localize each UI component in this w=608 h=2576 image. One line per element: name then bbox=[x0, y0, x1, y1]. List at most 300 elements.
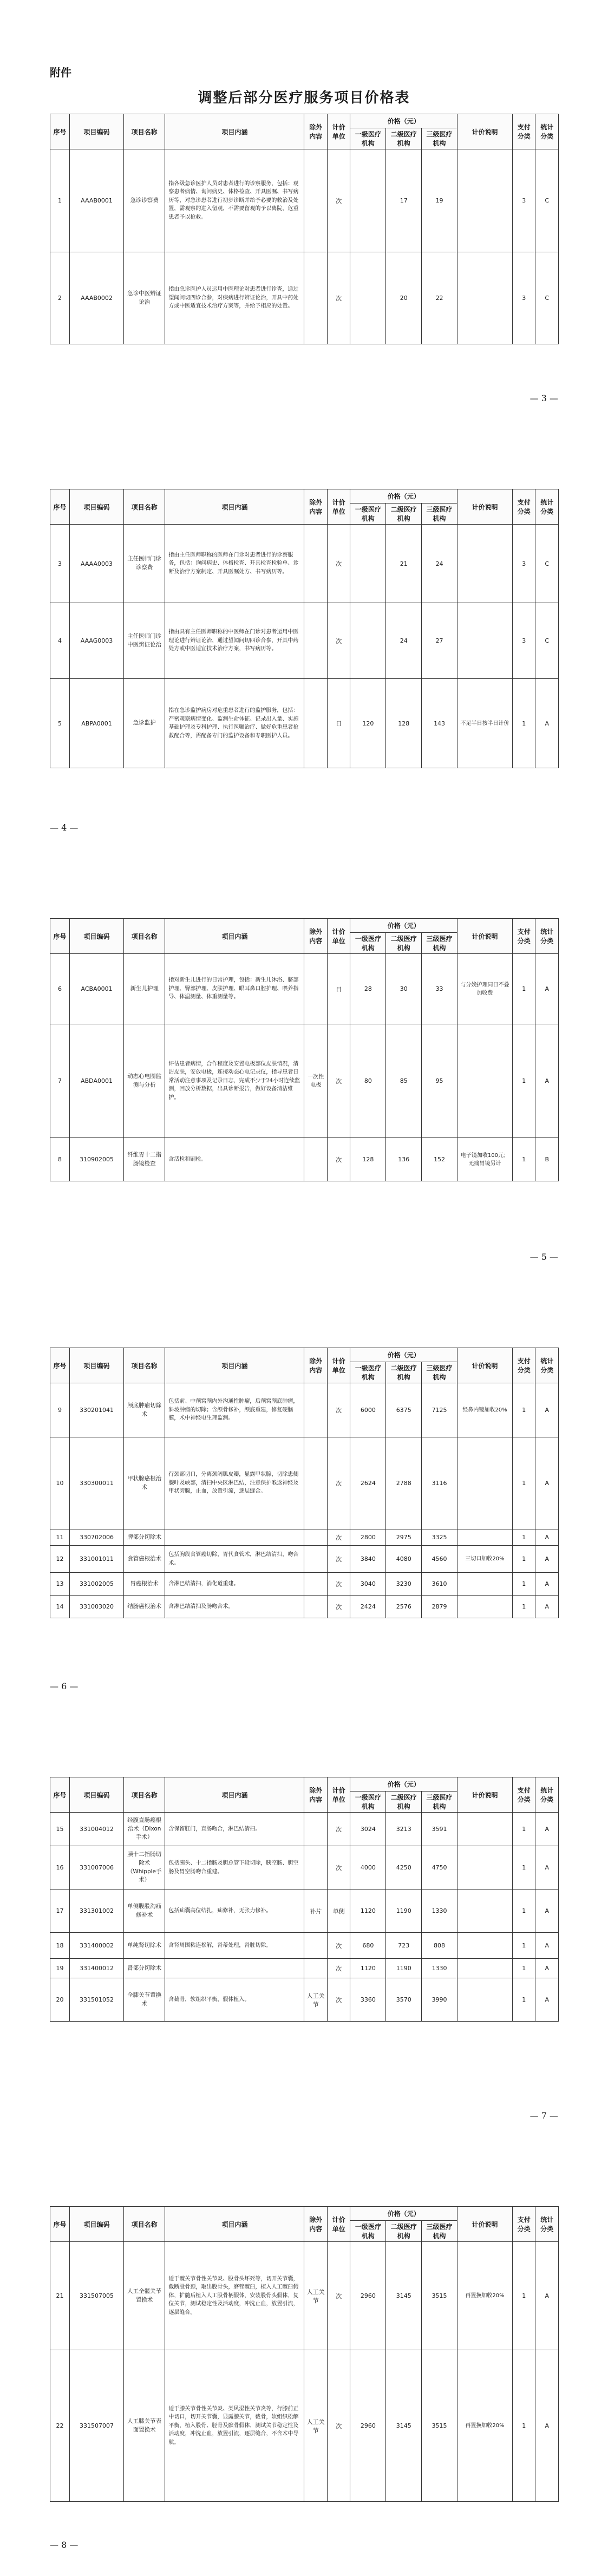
cell-unit: 次 bbox=[327, 1978, 350, 2022]
cell-content: 含活检和刷检。 bbox=[165, 1138, 304, 1181]
cell-code: 331007006 bbox=[70, 1846, 124, 1889]
cell-notes bbox=[457, 1978, 513, 2022]
cell-level2: 2576 bbox=[386, 1596, 422, 1618]
cell-stat: A bbox=[535, 1933, 559, 1959]
cell-unit: 次 bbox=[327, 525, 350, 603]
cell-level1: 2424 bbox=[350, 1596, 386, 1618]
cell-unit: 次 bbox=[327, 1138, 350, 1181]
cell-content: 指在急诊监护病房对危重患者进行的监护服务，包括：严密观察病情变化、监测生命体征、记录出入量、实施基础护理及专科护理、执行医嘱治疗、做好危重患者抢救配合等，需配备专门的监护设备和专职医护人员。 bbox=[165, 679, 304, 768]
header-excluded: 除外内容 bbox=[304, 919, 327, 954]
header-seq: 序号 bbox=[50, 114, 70, 149]
cell-code: AAAB0001 bbox=[70, 149, 124, 252]
cell-unit: 次 bbox=[327, 1437, 350, 1529]
cell-payment: 1 bbox=[512, 1437, 535, 1529]
header-excluded: 除外内容 bbox=[304, 1777, 327, 1813]
header-level2: 二级医疗机构 bbox=[386, 2221, 422, 2242]
cell-level3: 4560 bbox=[422, 1546, 457, 1573]
cell-content: 指由具有主任医师职称的中医师在门诊对患者运用中医理论进行辨证论治，通过望闻问切四诊合参，开具中药处方或中医适宜技术治疗方案，书写病历等。 bbox=[165, 603, 304, 679]
cell-notes bbox=[457, 603, 513, 679]
header-level3: 三级医疗机构 bbox=[422, 2221, 457, 2242]
cell-name: 单纯肾切除术 bbox=[123, 1933, 165, 1959]
cell-unit: 次 bbox=[327, 2350, 350, 2502]
cell-name: 甲状腺癌根治术 bbox=[123, 1437, 165, 1529]
cell-payment: 1 bbox=[512, 1383, 535, 1437]
table-row bbox=[50, 1846, 559, 1889]
header-level1: 一级医疗机构 bbox=[350, 1362, 386, 1383]
cell-seq: 17 bbox=[50, 1889, 70, 1933]
cell-unit: 次 bbox=[327, 1573, 350, 1596]
price-table bbox=[50, 918, 559, 1181]
cell-notes bbox=[457, 1573, 513, 1596]
document-page bbox=[0, 1717, 608, 2147]
header-stat: 统计分类 bbox=[535, 1348, 559, 1383]
cell-unit: 日 bbox=[327, 954, 350, 1024]
header-content: 项目内涵 bbox=[165, 1348, 304, 1383]
cell-name: 急诊诊察费 bbox=[123, 149, 165, 252]
cell-stat: A bbox=[535, 1596, 559, 1618]
page-number: — 5 — bbox=[529, 1252, 558, 1262]
cell-seq: 19 bbox=[50, 1959, 70, 1978]
table-row bbox=[50, 2350, 559, 2502]
header-payment: 支付分类 bbox=[512, 114, 535, 149]
cell-level2: 17 bbox=[386, 149, 422, 252]
cell-excluded bbox=[304, 1813, 327, 1846]
header-excluded: 除外内容 bbox=[304, 489, 327, 525]
cell-unit: 次 bbox=[327, 1959, 350, 1978]
cell-code: 331002005 bbox=[70, 1573, 124, 1596]
header-name: 项目名称 bbox=[123, 489, 165, 525]
cell-level3: 808 bbox=[422, 1933, 457, 1959]
header-code: 项目编码 bbox=[70, 919, 124, 954]
cell-payment: 1 bbox=[512, 1889, 535, 1933]
cell-seq: 7 bbox=[50, 1024, 70, 1138]
cell-level2: 3145 bbox=[386, 2242, 422, 2350]
cell-unit: 次 bbox=[327, 2242, 350, 2350]
cell-code: 331507005 bbox=[70, 2242, 124, 2350]
header-content: 项目内涵 bbox=[165, 2207, 304, 2242]
header-price: 价格（元） bbox=[350, 919, 457, 933]
cell-excluded bbox=[304, 149, 327, 252]
cell-seq: 12 bbox=[50, 1546, 70, 1573]
cell-level1: 28 bbox=[350, 954, 386, 1024]
cell-payment: 1 bbox=[512, 1596, 535, 1618]
cell-level1: 2960 bbox=[350, 2350, 386, 2502]
table-row bbox=[50, 954, 559, 1024]
cell-level2: 6375 bbox=[386, 1383, 422, 1437]
header-name: 项目名称 bbox=[123, 919, 165, 954]
cell-code: ACBA0001 bbox=[70, 954, 124, 1024]
cell-notes bbox=[457, 1933, 513, 1959]
cell-stat: C bbox=[535, 252, 559, 344]
cell-stat: A bbox=[535, 1546, 559, 1573]
table-row bbox=[50, 525, 559, 603]
cell-level2: 3570 bbox=[386, 1978, 422, 2022]
cell-name: 颅底肿瘤切除术 bbox=[123, 1383, 165, 1437]
cell-level1: 1120 bbox=[350, 1889, 386, 1933]
cell-level2: 128 bbox=[386, 679, 422, 768]
cell-level1: 680 bbox=[350, 1933, 386, 1959]
cell-name: 脾部分切除术 bbox=[123, 1529, 165, 1546]
header-price: 价格（元） bbox=[350, 1777, 457, 1792]
cell-content: 含保留肛门，直肠吻合，淋巴结清扫。 bbox=[165, 1813, 304, 1846]
header-name: 项目名称 bbox=[123, 1348, 165, 1383]
header-notes: 计价说明 bbox=[457, 919, 513, 954]
header-seq: 序号 bbox=[50, 1777, 70, 1813]
cell-unit: 次 bbox=[327, 1846, 350, 1889]
cell-seq: 8 bbox=[50, 1138, 70, 1181]
cell-content: 含淋巴结清扫及肠吻合术。 bbox=[165, 1596, 304, 1618]
cell-seq: 10 bbox=[50, 1437, 70, 1529]
header-payment: 支付分类 bbox=[512, 1777, 535, 1813]
cell-level1: 2624 bbox=[350, 1437, 386, 1529]
cell-seq: 11 bbox=[50, 1529, 70, 1546]
table-row bbox=[50, 1573, 559, 1596]
cell-content: 指对新生儿进行的日常护理，包括：新生儿沐浴、脐部护理、臀部护理、皮肤护理、眼耳鼻口腔护理、喂养指导、体温测量、体重测量等。 bbox=[165, 954, 304, 1024]
cell-name: 全膝关节置换术 bbox=[123, 1978, 165, 2022]
header-unit: 计价单位 bbox=[327, 114, 350, 149]
header-unit: 计价单位 bbox=[327, 1348, 350, 1383]
table-row bbox=[50, 1596, 559, 1618]
cell-payment: 1 bbox=[512, 1546, 535, 1573]
cell-content bbox=[165, 1529, 304, 1546]
cell-payment: 1 bbox=[512, 1529, 535, 1546]
cell-level3: 4750 bbox=[422, 1846, 457, 1889]
cell-seq: 15 bbox=[50, 1813, 70, 1846]
cell-content bbox=[165, 1959, 304, 1978]
cell-payment: 3 bbox=[512, 525, 535, 603]
cell-notes bbox=[457, 1437, 513, 1529]
cell-seq: 4 bbox=[50, 603, 70, 679]
cell-seq: 2 bbox=[50, 252, 70, 344]
cell-stat: A bbox=[535, 2350, 559, 2502]
cell-seq: 20 bbox=[50, 1978, 70, 2022]
header-code: 项目编码 bbox=[70, 1348, 124, 1383]
cell-level3: 27 bbox=[422, 603, 457, 679]
cell-level3: 1330 bbox=[422, 1889, 457, 1933]
cell-code: 331301002 bbox=[70, 1889, 124, 1933]
cell-content: 适于膝关节骨性关节炎、类风湿性关节炎等，行膝前正中切口，切开关节囊，显露膝关节，截骨，软组织松解平衡，植入股骨、胫骨及髌骨假体，测试关节稳定性及活动度，冲洗止血，放置引流，逐层缝合，不含术中导航。 bbox=[165, 2350, 304, 2502]
cell-payment: 1 bbox=[512, 2350, 535, 2502]
header-level1: 一级医疗机构 bbox=[350, 1792, 386, 1813]
cell-content: 指由急诊医护人员运用中医理论对患者进行诊查，通过望闻问切四诊合参，对疾病进行辨证论治，开具中药处方或中医适宜技术治疗方案等，并给予相应的处置。 bbox=[165, 252, 304, 344]
cell-level1 bbox=[350, 252, 386, 344]
cell-stat: A bbox=[535, 1978, 559, 2022]
header-level2: 二级医疗机构 bbox=[386, 128, 422, 149]
cell-name: 食管癌根治术 bbox=[123, 1546, 165, 1573]
cell-excluded: 一次性电极 bbox=[304, 1024, 327, 1138]
cell-name: 经腹直肠癌根治术（Dixon手术） bbox=[123, 1813, 165, 1846]
cell-stat: A bbox=[535, 1529, 559, 1546]
cell-notes: 三切口加收20% bbox=[457, 1546, 513, 1573]
header-content: 项目内涵 bbox=[165, 114, 304, 149]
cell-notes: 电子镜加收100元；无痛胃镜另计 bbox=[457, 1138, 513, 1181]
cell-content: 含肾周围粘连松解，肾蒂处理，肾脏切除。 bbox=[165, 1933, 304, 1959]
header-price: 价格（元） bbox=[350, 489, 457, 504]
cell-code: 331507007 bbox=[70, 2350, 124, 2502]
cell-stat: A bbox=[535, 1959, 559, 1978]
cell-level1: 3024 bbox=[350, 1813, 386, 1846]
cell-level2: 4250 bbox=[386, 1846, 422, 1889]
document-title: 调整后部分医疗服务项目价格表 bbox=[198, 90, 410, 106]
cell-name: 急诊监护 bbox=[123, 679, 165, 768]
table-row bbox=[50, 2242, 559, 2350]
header-excluded: 除外内容 bbox=[304, 114, 327, 149]
header-code: 项目编码 bbox=[70, 114, 124, 149]
table-row bbox=[50, 252, 559, 344]
header-notes: 计价说明 bbox=[457, 2207, 513, 2242]
cell-payment: 1 bbox=[512, 1959, 535, 1978]
cell-excluded bbox=[304, 1383, 327, 1437]
cell-excluded bbox=[304, 1546, 327, 1573]
cell-stat: C bbox=[535, 525, 559, 603]
cell-level1 bbox=[350, 149, 386, 252]
cell-level2: 1190 bbox=[386, 1959, 422, 1978]
header-level1: 一级医疗机构 bbox=[350, 2221, 386, 2242]
cell-payment: 3 bbox=[512, 603, 535, 679]
cell-level3: 3116 bbox=[422, 1437, 457, 1529]
cell-level1: 120 bbox=[350, 679, 386, 768]
cell-excluded bbox=[304, 1138, 327, 1181]
cell-seq: 14 bbox=[50, 1596, 70, 1618]
cell-unit: 次 bbox=[327, 603, 350, 679]
cell-level3: 3610 bbox=[422, 1573, 457, 1596]
cell-code: AAAA0003 bbox=[70, 525, 124, 603]
header-code: 项目编码 bbox=[70, 1777, 124, 1813]
cell-code: ABPA0001 bbox=[70, 679, 124, 768]
cell-level3: 22 bbox=[422, 252, 457, 344]
cell-unit: 次 bbox=[327, 1529, 350, 1546]
header-content: 项目内涵 bbox=[165, 1777, 304, 1813]
page-number: — 3 — bbox=[529, 393, 558, 403]
cell-unit: 次 bbox=[327, 1383, 350, 1437]
header-seq: 序号 bbox=[50, 919, 70, 954]
cell-unit: 次 bbox=[327, 1813, 350, 1846]
cell-notes: 与分娩护理同日不叠加收费 bbox=[457, 954, 513, 1024]
cell-payment: 1 bbox=[512, 1573, 535, 1596]
cell-notes: 不足半日按半日计价 bbox=[457, 679, 513, 768]
cell-stat: C bbox=[535, 149, 559, 252]
cell-name: 主任医师门诊诊察费 bbox=[123, 525, 165, 603]
cell-payment: 3 bbox=[512, 252, 535, 344]
cell-level1: 2960 bbox=[350, 2242, 386, 2350]
table-row bbox=[50, 603, 559, 679]
header-unit: 计价单位 bbox=[327, 1777, 350, 1813]
cell-level1: 128 bbox=[350, 1138, 386, 1181]
cell-name: 肾部分切除术 bbox=[123, 1959, 165, 1978]
cell-level3: 3515 bbox=[422, 2350, 457, 2502]
header-level3: 三级医疗机构 bbox=[422, 128, 457, 149]
cell-code: 331400012 bbox=[70, 1959, 124, 1978]
cell-level2: 24 bbox=[386, 603, 422, 679]
cell-payment: 1 bbox=[512, 1933, 535, 1959]
header-code: 项目编码 bbox=[70, 2207, 124, 2242]
header-content: 项目内涵 bbox=[165, 489, 304, 525]
cell-content: 指各级急诊医护人员对患者进行的诊察服务，包括：观察患者病情、询问病史、体格检查、开具医嘱、书写病历等，对急诊患者进行初步诊断并给予必要的救治及处置，需观察的进入留观，不需要留观的予以离院，危重患者予以抢救。 bbox=[165, 149, 304, 252]
table-row bbox=[50, 1813, 559, 1846]
header-price: 价格（元） bbox=[350, 114, 457, 128]
document-page bbox=[0, 859, 608, 1288]
cell-content: 含截骨，软组织平衡，假体植入。 bbox=[165, 1978, 304, 2022]
table-row bbox=[50, 1024, 559, 1138]
cell-excluded bbox=[304, 603, 327, 679]
cell-level2: 136 bbox=[386, 1138, 422, 1181]
header-code: 项目编码 bbox=[70, 489, 124, 525]
header-level1: 一级医疗机构 bbox=[350, 504, 386, 525]
document-page bbox=[0, 2147, 608, 2576]
cell-level1: 3040 bbox=[350, 1573, 386, 1596]
cell-notes bbox=[457, 1596, 513, 1618]
cell-notes: 再置换加收20% bbox=[457, 2242, 513, 2350]
cell-stat: B bbox=[535, 1138, 559, 1181]
cell-notes bbox=[457, 1813, 513, 1846]
header-level2: 二级医疗机构 bbox=[386, 1362, 422, 1383]
document-page bbox=[0, 1288, 608, 1717]
cell-name: 动态心电图监测与分析 bbox=[123, 1024, 165, 1138]
page-number: — 4 — bbox=[50, 822, 79, 833]
cell-notes bbox=[457, 525, 513, 603]
header-name: 项目名称 bbox=[123, 2207, 165, 2242]
cell-unit: 日 bbox=[327, 679, 350, 768]
cell-excluded bbox=[304, 679, 327, 768]
cell-content: 行颈部切口，分离颈阔肌皮瓣，显露甲状腺，切除患侧腺叶及峡部，清扫中央区淋巴结，注意保护喉返神经及甲状旁腺，止血，放置引流，逐层缝合。 bbox=[165, 1437, 304, 1529]
cell-excluded bbox=[304, 1573, 327, 1596]
header-seq: 序号 bbox=[50, 489, 70, 525]
table-row bbox=[50, 149, 559, 252]
cell-excluded: 人工关节 bbox=[304, 2242, 327, 2350]
header-level3: 三级医疗机构 bbox=[422, 504, 457, 525]
cell-level3: 152 bbox=[422, 1138, 457, 1181]
price-table bbox=[50, 1348, 559, 1618]
cell-unit: 次 bbox=[327, 149, 350, 252]
header-seq: 序号 bbox=[50, 1348, 70, 1383]
cell-notes bbox=[457, 252, 513, 344]
header-price: 价格（元） bbox=[350, 2207, 457, 2221]
table-row bbox=[50, 1933, 559, 1959]
cell-level2: 30 bbox=[386, 954, 422, 1024]
cell-level2: 2788 bbox=[386, 1437, 422, 1529]
cell-notes bbox=[457, 1889, 513, 1933]
cell-code: AAAG0003 bbox=[70, 603, 124, 679]
header-stat: 统计分类 bbox=[535, 2207, 559, 2242]
cell-content: 包括疝囊高位结扎，疝修补，无张力修补。 bbox=[165, 1889, 304, 1933]
header-notes: 计价说明 bbox=[457, 114, 513, 149]
header-notes: 计价说明 bbox=[457, 1777, 513, 1813]
cell-excluded bbox=[304, 1437, 327, 1529]
cell-level3: 1330 bbox=[422, 1959, 457, 1978]
document-page bbox=[0, 0, 608, 429]
cell-level2: 3213 bbox=[386, 1813, 422, 1846]
page-number: — 6 — bbox=[50, 1681, 79, 1691]
header-level1: 一级医疗机构 bbox=[350, 128, 386, 149]
cell-stat: A bbox=[535, 1573, 559, 1596]
cell-excluded: 补片 bbox=[304, 1889, 327, 1933]
table-row bbox=[50, 1889, 559, 1933]
cell-level2: 21 bbox=[386, 525, 422, 603]
header-stat: 统计分类 bbox=[535, 114, 559, 149]
cell-level1: 2800 bbox=[350, 1529, 386, 1546]
cell-name: 新生儿护理 bbox=[123, 954, 165, 1024]
cell-excluded bbox=[304, 1596, 327, 1618]
attachment-label: 附件 bbox=[50, 66, 71, 79]
cell-payment: 1 bbox=[512, 679, 535, 768]
header-stat: 统计分类 bbox=[535, 919, 559, 954]
cell-code: 331501052 bbox=[70, 1978, 124, 2022]
cell-level3: 7125 bbox=[422, 1383, 457, 1437]
cell-code: 330300011 bbox=[70, 1437, 124, 1529]
table-row bbox=[50, 1437, 559, 1529]
cell-seq: 13 bbox=[50, 1573, 70, 1596]
cell-code: 330201041 bbox=[70, 1383, 124, 1437]
header-stat: 统计分类 bbox=[535, 489, 559, 525]
cell-level1: 6000 bbox=[350, 1383, 386, 1437]
cell-level1: 3360 bbox=[350, 1978, 386, 2022]
cell-notes bbox=[457, 1024, 513, 1138]
cell-name: 主任医师门诊中医辨证论治 bbox=[123, 603, 165, 679]
header-content: 项目内涵 bbox=[165, 919, 304, 954]
cell-level3: 143 bbox=[422, 679, 457, 768]
cell-content: 包括胸段食管癌切除，胃代食管术，淋巴结清扫，吻合术。 bbox=[165, 1546, 304, 1573]
price-table bbox=[50, 114, 559, 344]
header-payment: 支付分类 bbox=[512, 1348, 535, 1383]
cell-payment: 1 bbox=[512, 1024, 535, 1138]
header-stat: 统计分类 bbox=[535, 1777, 559, 1813]
cell-unit: 单侧 bbox=[327, 1889, 350, 1933]
header-unit: 计价单位 bbox=[327, 2207, 350, 2242]
cell-code: AAAB0002 bbox=[70, 252, 124, 344]
table-row bbox=[50, 1959, 559, 1978]
header-level2: 二级医疗机构 bbox=[386, 1792, 422, 1813]
cell-notes bbox=[457, 149, 513, 252]
cell-seq: 16 bbox=[50, 1846, 70, 1889]
cell-level2: 3145 bbox=[386, 2350, 422, 2502]
cell-seq: 22 bbox=[50, 2350, 70, 2502]
cell-level1: 1120 bbox=[350, 1959, 386, 1978]
cell-content: 包括胰头、十二指肠及胆总管下段切除，胰空肠、胆空肠及胃空肠吻合重建。 bbox=[165, 1846, 304, 1889]
cell-excluded bbox=[304, 1933, 327, 1959]
cell-level3: 95 bbox=[422, 1024, 457, 1138]
cell-stat: A bbox=[535, 1813, 559, 1846]
cell-excluded bbox=[304, 1846, 327, 1889]
cell-level2: 20 bbox=[386, 252, 422, 344]
cell-unit: 次 bbox=[327, 1024, 350, 1138]
cell-name: 人工全髋关节置换术 bbox=[123, 2242, 165, 2350]
header-payment: 支付分类 bbox=[512, 489, 535, 525]
cell-name: 纤维胃十二指肠镜检查 bbox=[123, 1138, 165, 1181]
cell-notes: 经鼻内镜加收20% bbox=[457, 1383, 513, 1437]
price-table bbox=[50, 1777, 559, 2022]
cell-excluded bbox=[304, 1959, 327, 1978]
cell-payment: 1 bbox=[512, 2242, 535, 2350]
cell-content: 指由主任医师职称的医师在门诊对患者进行的诊察服务，包括：询问病史、体格检查、开具检查检验单、诊断及治疗方案制定、开具医嘱处方、书写病历等。 bbox=[165, 525, 304, 603]
cell-name: 结肠癌根治术 bbox=[123, 1596, 165, 1618]
cell-level3: 2879 bbox=[422, 1596, 457, 1618]
header-payment: 支付分类 bbox=[512, 919, 535, 954]
cell-content: 含淋巴结清扫，消化道重建。 bbox=[165, 1573, 304, 1596]
header-level2: 二级医疗机构 bbox=[386, 504, 422, 525]
header-seq: 序号 bbox=[50, 2207, 70, 2242]
header-name: 项目名称 bbox=[123, 1777, 165, 1813]
cell-level3: 19 bbox=[422, 149, 457, 252]
cell-seq: 6 bbox=[50, 954, 70, 1024]
cell-level2: 1190 bbox=[386, 1889, 422, 1933]
cell-level3: 3325 bbox=[422, 1529, 457, 1546]
page-number: — 8 — bbox=[50, 2540, 79, 2550]
cell-stat: C bbox=[535, 603, 559, 679]
cell-content: 包括前、中颅窝颅内外沟通性肿瘤，后颅窝颅底肿瘤，斜坡肿瘤的切除；含颅骨修补，颅底重建，修复硬脑膜，术中神经电生理监测。 bbox=[165, 1383, 304, 1437]
cell-level3: 33 bbox=[422, 954, 457, 1024]
cell-stat: A bbox=[535, 679, 559, 768]
table-row bbox=[50, 1138, 559, 1181]
